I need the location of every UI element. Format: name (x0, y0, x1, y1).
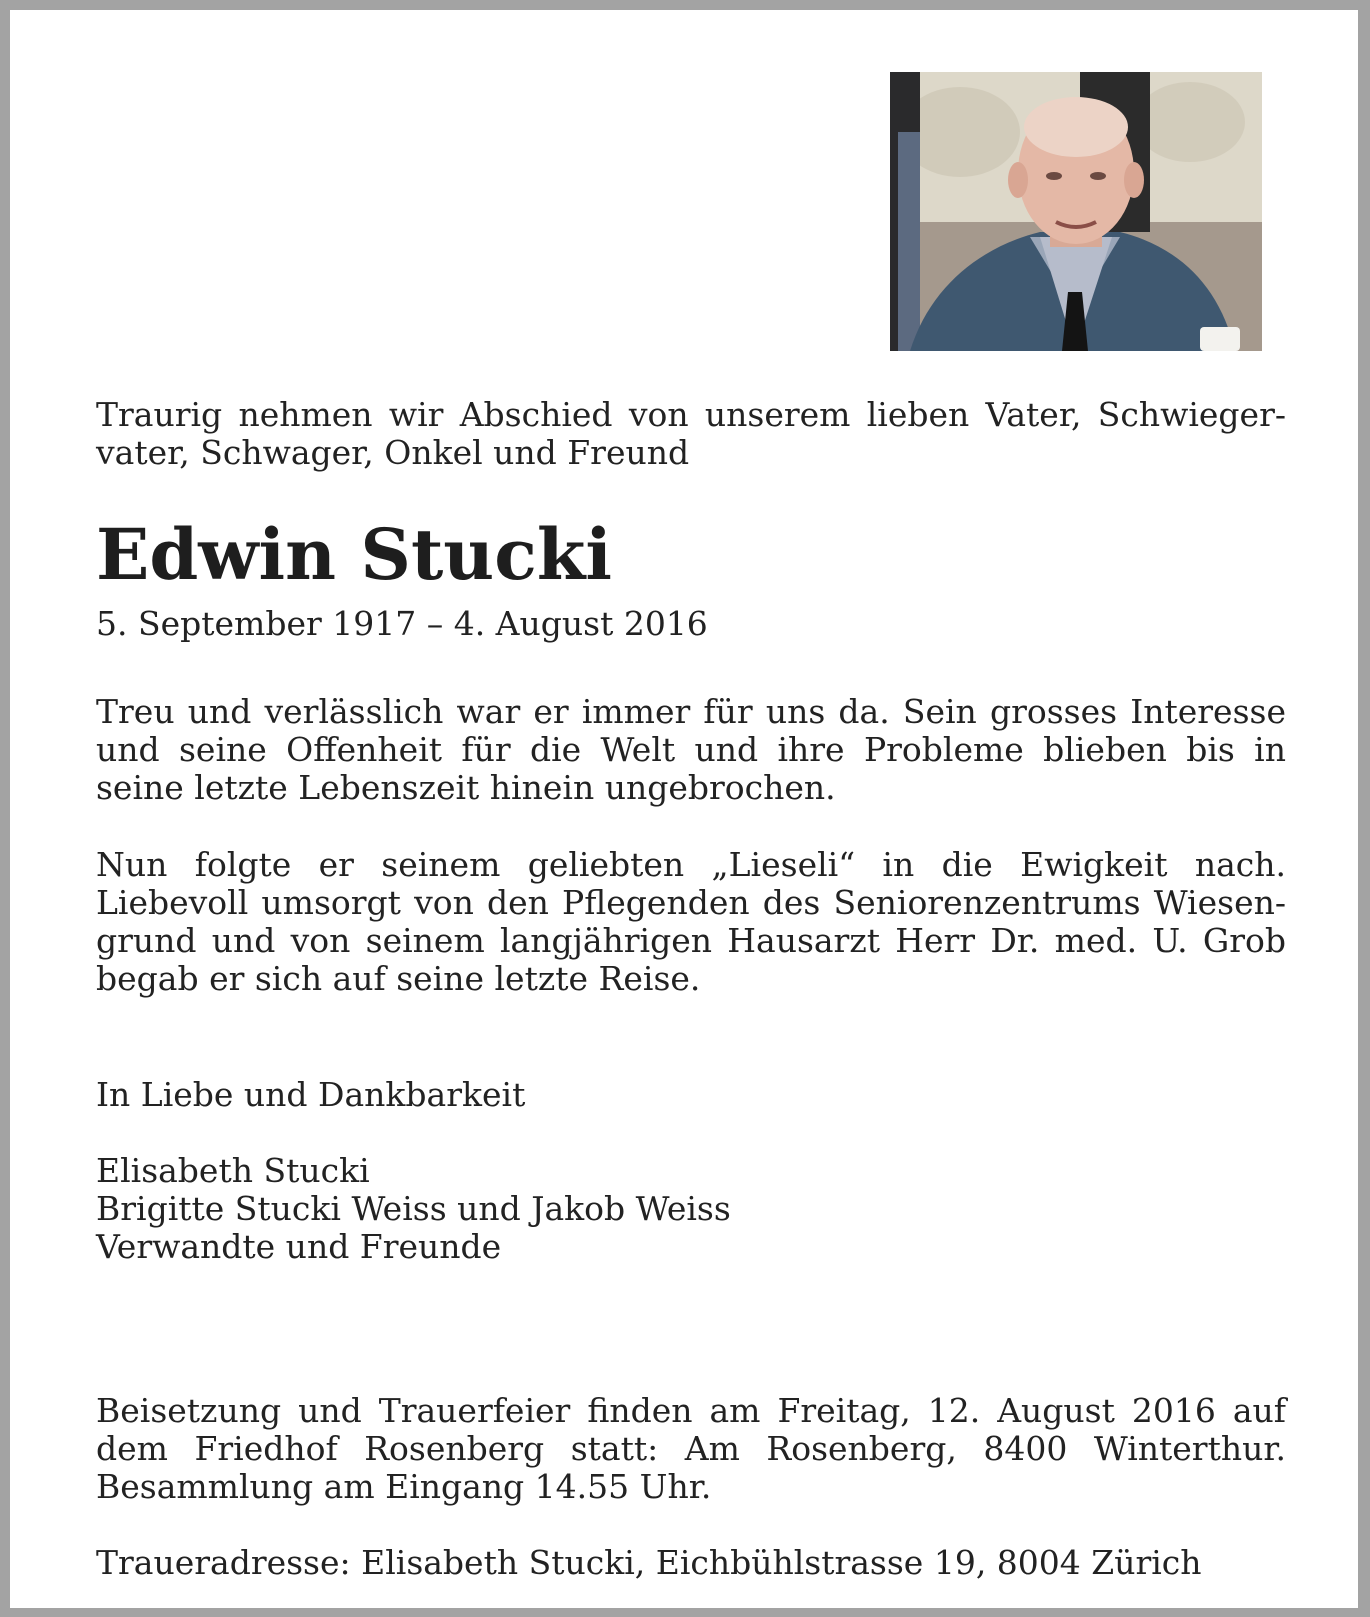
tribute-paragraph-2: Nun folgte er seinem geliebten „Lieseli“ in die Ewigkeit nach. Liebevoll umsorgt von den Pflegenden des Seniorenzentrums Wiesen- grund und von seinem langjährigen Hausarzt Herr Dr. med. U. Grob begab er sich auf seine letzte Reise. (96, 845, 1286, 998)
intro-text: Traurig nehmen wir Abschied von unserem lieben Vater, Schwieger- vater, Schwager, Onkel und Freund (96, 395, 1286, 472)
tribute-paragraph-1: Treu und verlässlich war er immer für uns da. Sein grosses Interesse und seine Offenheit für die Welt und ihre Probleme blieben bis in seine letzte Lebenszeit hinein ungebrochen. (96, 692, 1286, 807)
mourning-address: Traueradresse: Elisabeth Stucki, Eichbühlstrasse 19, 8004 Zürich (96, 1543, 1202, 1582)
life-dates: 5. September 1917 – 4. August 2016 (96, 604, 708, 643)
closing-line: In Liebe und Dankbarkeit (96, 1075, 526, 1114)
signatory-3: Verwandte und Freunde (96, 1227, 502, 1266)
ceremony-info: Beisetzung und Trauerfeier finden am Freitag, 12. August 2016 auf dem Friedhof Rosenberg statt: Am Rosenberg, 8400 Winterthur. Besammlung am Eingang 14.55 Uhr. (96, 1391, 1286, 1506)
signatory-1: Elisabeth Stucki (96, 1151, 370, 1190)
signatory-2: Brigitte Stucki Weiss und Jakob Weiss (96, 1189, 731, 1228)
deceased-name: Edwin Stucki (96, 513, 612, 596)
portrait-photo (890, 72, 1262, 351)
obituary-page (10, 10, 1358, 1608)
